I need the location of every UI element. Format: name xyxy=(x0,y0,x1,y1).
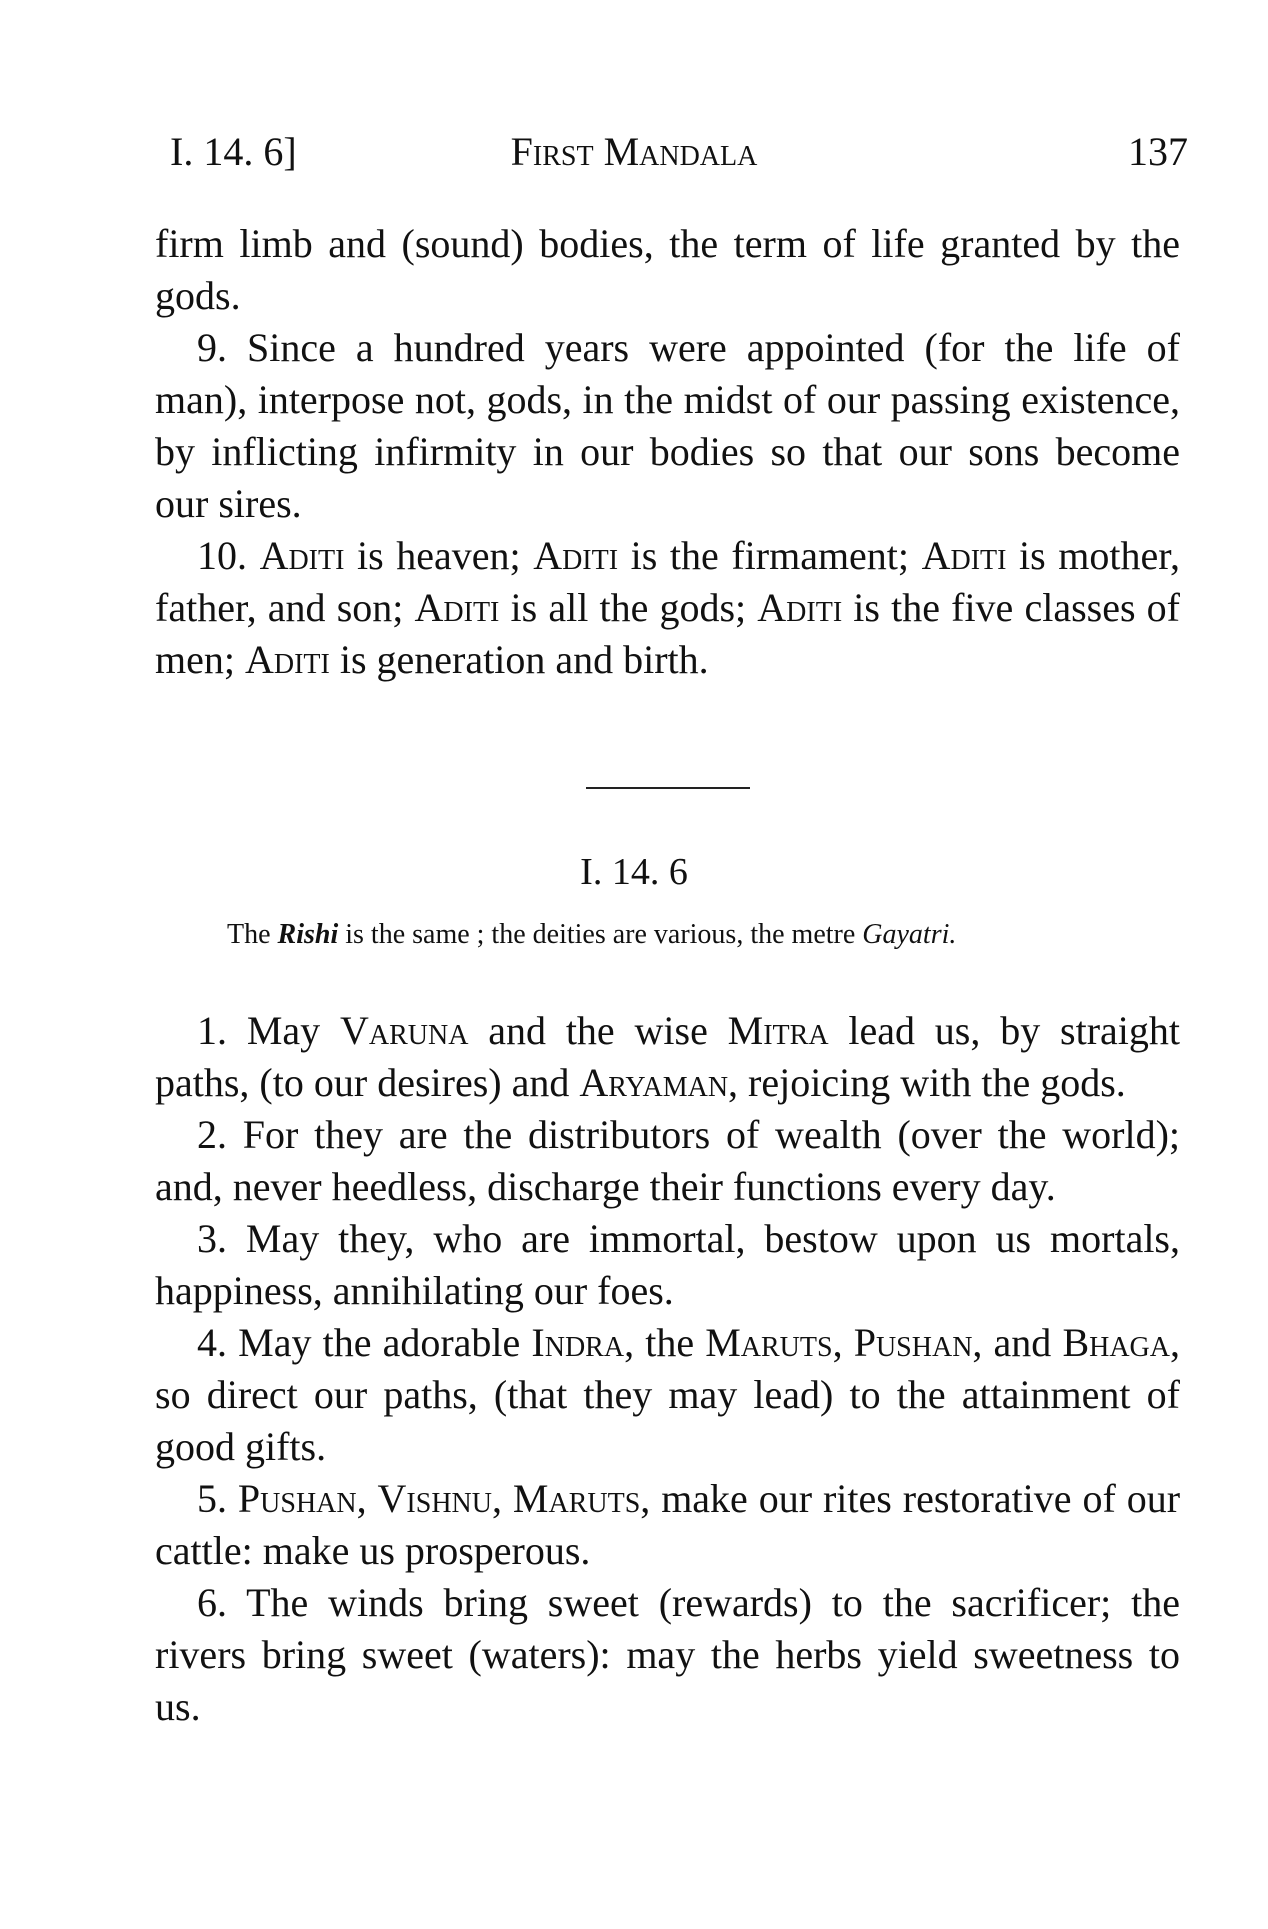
deity-name: Mitra xyxy=(727,1008,829,1053)
header-reference: I. 14. 6] xyxy=(170,129,297,174)
deity-name: Varuna xyxy=(339,1008,469,1053)
deity-name: Pushan xyxy=(237,1476,357,1521)
deity-name: Vishnu xyxy=(377,1476,492,1521)
deity-name: Aryaman xyxy=(579,1060,729,1105)
verse-6: 6. The winds bring sweet (rewards) to the sacrificer; the rivers bring sweet (waters): may the herbs yield sweetness to us. xyxy=(155,1580,1180,1729)
header-title: First Mandala xyxy=(510,129,758,174)
deity-name: Maruts xyxy=(512,1476,641,1521)
metre-name: Gayatri. xyxy=(862,919,957,950)
verse-10: 10. Aditi is heaven; Aditi is the firmament; Aditi is mother, father, and son; Aditi is all the gods; Aditi is the five classes of men; Aditi is generation and birth. xyxy=(155,533,1180,682)
section-heading: I. 14. 6 xyxy=(580,851,688,893)
continuation-paragraph: firm limb and (sound) bodies, the term of life granted by the gods. xyxy=(155,221,1180,318)
deity-name: Bhaga xyxy=(1062,1320,1170,1365)
deity-name: Aditi xyxy=(921,533,1007,578)
section-note: The Rishi is the same ; the deities are various, the metre Gayatri. xyxy=(227,919,957,950)
deity-name: Aditi xyxy=(259,533,345,578)
running-header xyxy=(0,128,1268,188)
deity-name: Pushan xyxy=(853,1320,973,1365)
deity-name: Indra xyxy=(531,1320,625,1365)
deity-name: Aditi xyxy=(533,533,619,578)
deity-name: Aditi xyxy=(414,585,500,630)
verse-9: 9. Since a hundred years were appointed (for the life of man), interpose not, gods, in the midst of our passing existence, by inflicting infirmity in our bodies so that our sons become our sires. xyxy=(155,325,1180,526)
verse-5: 5. Pushan, Vishnu, Maruts, make our rites restorative of our cattle: make us prosperous. xyxy=(155,1476,1181,1573)
deity-name: Aditi xyxy=(244,637,330,682)
verse-4: 4. May the adorable Indra, the Maruts, Pushan, and Bhaga, so direct our paths, (that they may lead) to the attainment of good gifts. xyxy=(155,1320,1180,1469)
verses xyxy=(155,1005,1180,1733)
deity-name: Aditi xyxy=(757,585,843,630)
top-text xyxy=(155,218,1180,686)
verse-1: 1. May Varuna and the wise Mitra lead us, by straight paths, (to our desires) and Aryaman, rejoicing with the gods. xyxy=(155,1008,1180,1105)
rishi-label: Rishi xyxy=(277,919,339,950)
deity-name: Maruts xyxy=(705,1320,833,1365)
verse-3: 3. May they, who are immortal, bestow upon us mortals, happiness, annihilating our foes. xyxy=(155,1216,1180,1313)
verse-2: 2. For they are the distributors of wealth (over the world); and, never heedless, discharge their functions every day. xyxy=(155,1112,1180,1209)
section-divider xyxy=(586,787,750,789)
page-number: 137 xyxy=(1128,129,1188,174)
